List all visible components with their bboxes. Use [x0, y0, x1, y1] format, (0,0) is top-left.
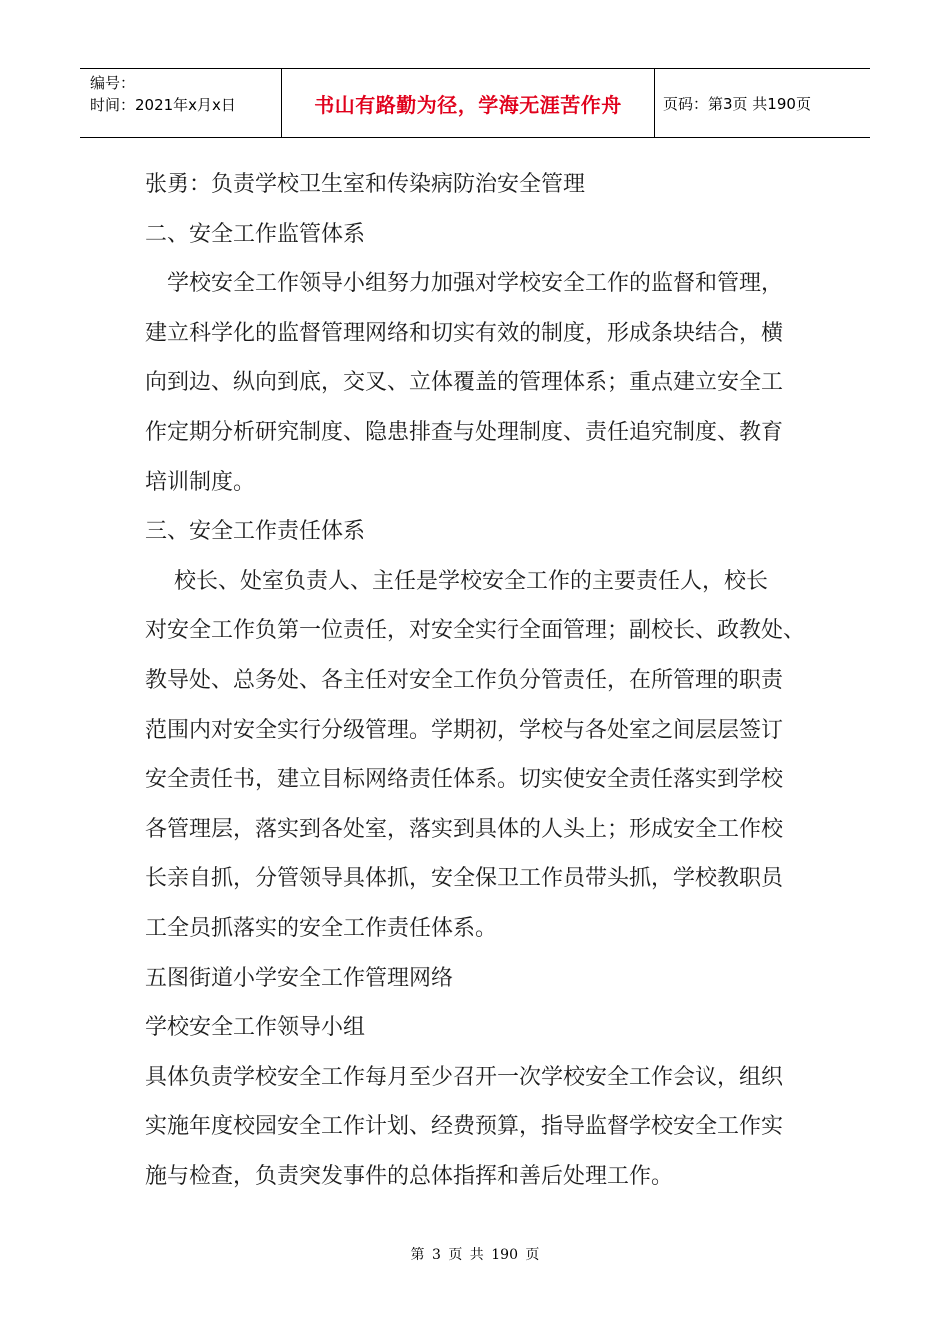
section-heading: 学校安全工作领导小组 [145, 1015, 366, 1041]
body-line: 安全责任书，建立目标网络责任体系。切实使安全责任落实到学校 [145, 767, 784, 793]
body-line: 对安全工作负第一位责任，对安全实行全面管理；副校长、政教处、 [145, 618, 806, 644]
header-meta [80, 69, 282, 137]
page-footer: 第 3 页 共 190 页 [410, 1247, 540, 1263]
body-line: 工全员抓落实的安全工作责任体系。 [145, 915, 498, 941]
body-line: 教导处、总务处、各主任对安全工作负分管责任，在所管理的职责 [145, 667, 784, 693]
body-line: 学校安全工作领导小组努力加强对学校安全工作的监督和管理， [145, 271, 784, 297]
section-heading: 二、安全工作监管体系 [145, 221, 366, 247]
date-label: 时间：2021年x月x日 [90, 96, 236, 114]
body-line: 培训制度。 [145, 469, 256, 495]
body-line: 各管理层，落实到各处室，落实到具体的人头上；形成安全工作校 [145, 816, 784, 842]
body-line: 具体负责学校安全工作每月至少召开一次学校安全工作会议，组织 [145, 1064, 784, 1090]
body-line: 实施年度校园安全工作计划、经费预算，指导监督学校安全工作实 [145, 1114, 784, 1140]
section-heading: 五图街道小学安全工作管理网络 [145, 965, 454, 991]
page-header [80, 68, 870, 138]
body-line: 向到边、纵向到底，交叉、立体覆盖的管理体系；重点建立安全工 [145, 370, 784, 396]
header-page-info: 页码：第3页 共190页 [663, 94, 811, 113]
section-heading: 三、安全工作责任体系 [145, 519, 366, 545]
body-line: 张勇：负责学校卫生室和传染病防治安全管理 [145, 172, 586, 197]
header-motto: 书山有路勤为径，学海无涯苦作舟 [282, 69, 655, 137]
document-body [145, 160, 815, 1201]
body-line: 作定期分析研究制度、隐患排查与处理制度、责任追究制度、教育 [145, 419, 784, 445]
body-line: 施与检查，负责突发事件的总体指挥和善后处理工作。 [145, 1163, 674, 1189]
body-line: 范围内对安全实行分级管理。学期初，学校与各处室之间层层签订 [145, 717, 784, 743]
body-line: 建立科学化的监督管理网络和切实有效的制度，形成条块结合，横 [145, 320, 784, 346]
number-label: 编号： [90, 74, 136, 92]
body-line: 校长、处室负责人、主任是学校安全工作的主要责任人，校长 [145, 568, 768, 594]
body-line: 长亲自抓，分管领导具体抓，安全保卫工作员带头抓，学校教职员 [145, 866, 784, 892]
